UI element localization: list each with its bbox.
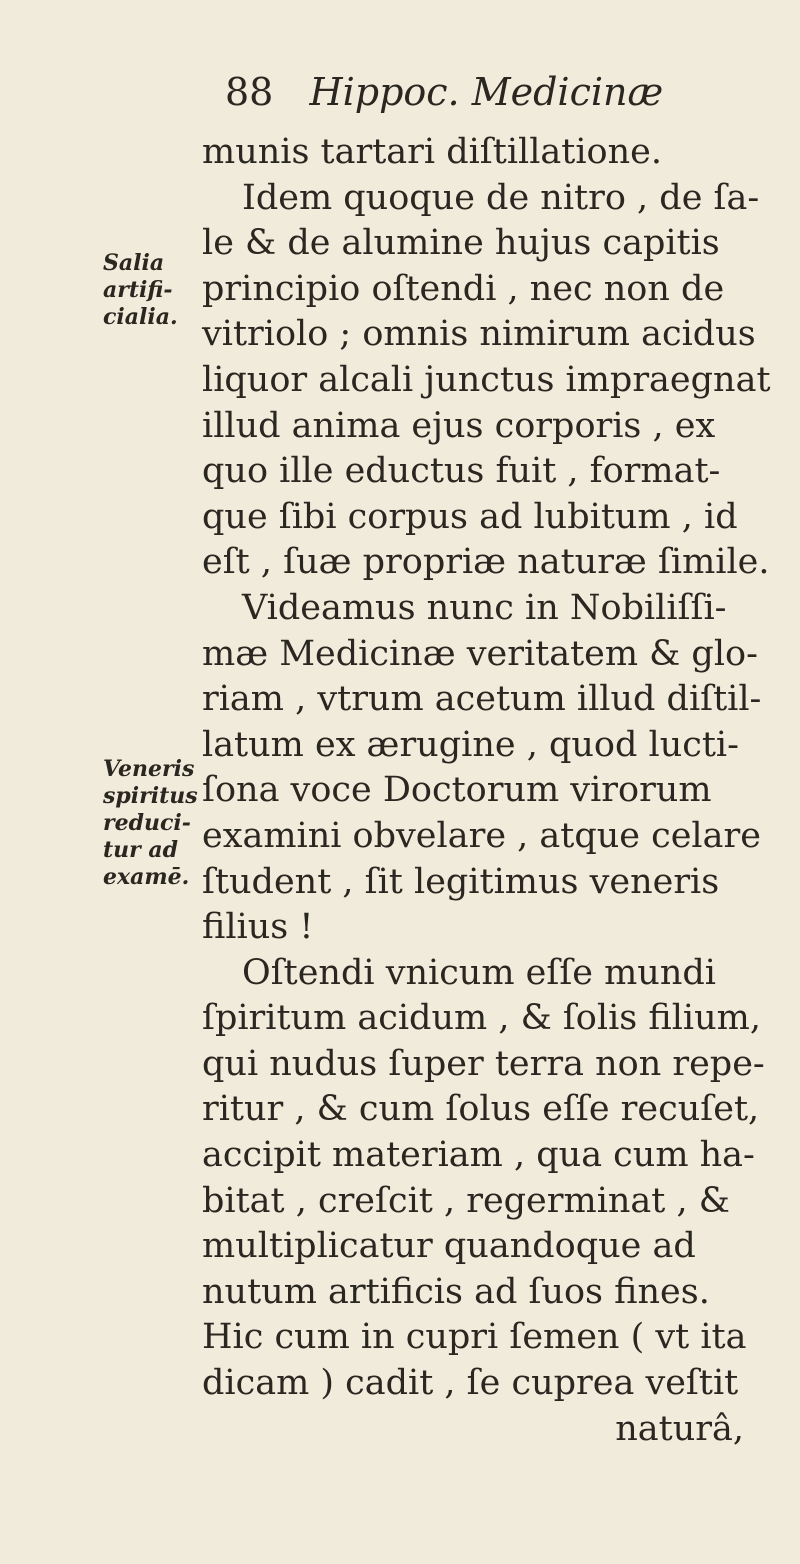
text-line: ſona voce Doctorum virorum (202, 770, 712, 811)
text-line: liquor alcali junctus impraegnat (202, 359, 771, 400)
margin-note-line: cialia. (103, 304, 178, 330)
text-line: eſt , ſuæ propriæ naturæ ſimile. (202, 542, 770, 583)
text-line: Hic cum in cupri ſemen ( vt ita (202, 1317, 747, 1358)
margin-note-line: examē. (103, 864, 190, 890)
page-header (225, 70, 663, 114)
text-line: vitriolo ; omnis nimirum acidus (202, 314, 756, 355)
text-line: filius ! (202, 907, 314, 948)
catchword: naturâ, (615, 1408, 744, 1449)
text-line: Idem quoque de nitro , de ſa- (242, 177, 760, 218)
margin-note-line: Veneris (103, 756, 195, 782)
margin-note-line: Salia (103, 250, 165, 276)
text-line: que ſibi corpus ad lubitum , id (202, 496, 738, 537)
text-line: Oſtendi vnicum eſſe mundi (242, 952, 716, 993)
text-line: quo ille eductus fuit , format- (202, 451, 721, 492)
text-line: Videamus nunc in Nobiliſſi- (242, 587, 727, 628)
margin-note-salia (103, 250, 178, 331)
text-line: ritur , & cum ſolus eſſe recuſet, (202, 1089, 760, 1130)
text-line: multiplicatur quandoque ad (202, 1226, 696, 1267)
page-number: 88 (225, 70, 274, 114)
margin-note-line: reduci- (103, 810, 191, 836)
text-line: ſtudent , ſit legitimus veneris (202, 861, 720, 902)
margin-note-line: artifi- (103, 277, 173, 303)
text-line: nutum artificis ad ſuos fines. (202, 1271, 710, 1312)
text-line: bitat , creſcit , regerminat , & (202, 1180, 730, 1221)
text-line: accipit materiam , qua cum ha- (202, 1135, 755, 1176)
text-line: mæ Medicinæ veritatem & glo- (202, 633, 758, 674)
running-title: Hippoc. Medicinæ (309, 70, 664, 114)
margin-note-veneris (103, 756, 198, 891)
text-line: riam , vtrum acetum illud diſtil- (202, 679, 762, 720)
text-line: latum ex ærugine , quod lucti- (202, 724, 739, 765)
text-line: examini obvelare , atque celare (202, 815, 761, 856)
text-line: qui nudus ſuper terra non repe- (202, 1043, 765, 1084)
text-line: le & de alumine hujus capitis (202, 223, 720, 264)
text-line: illud anima ejus corporis , ex (202, 405, 716, 446)
text-line: ſpiritum acidum , & ſolis filium, (202, 998, 761, 1039)
text-line: dicam ) cadit , ſe cuprea veſtit (202, 1363, 739, 1404)
margin-note-line: spiritus (103, 783, 198, 809)
body-text (202, 130, 772, 1452)
text-line: principio oſtendi , nec non de (202, 268, 725, 309)
margin-note-line: tur ad (103, 837, 179, 863)
text-line: munis tartari diſtillatione. (202, 132, 662, 172)
